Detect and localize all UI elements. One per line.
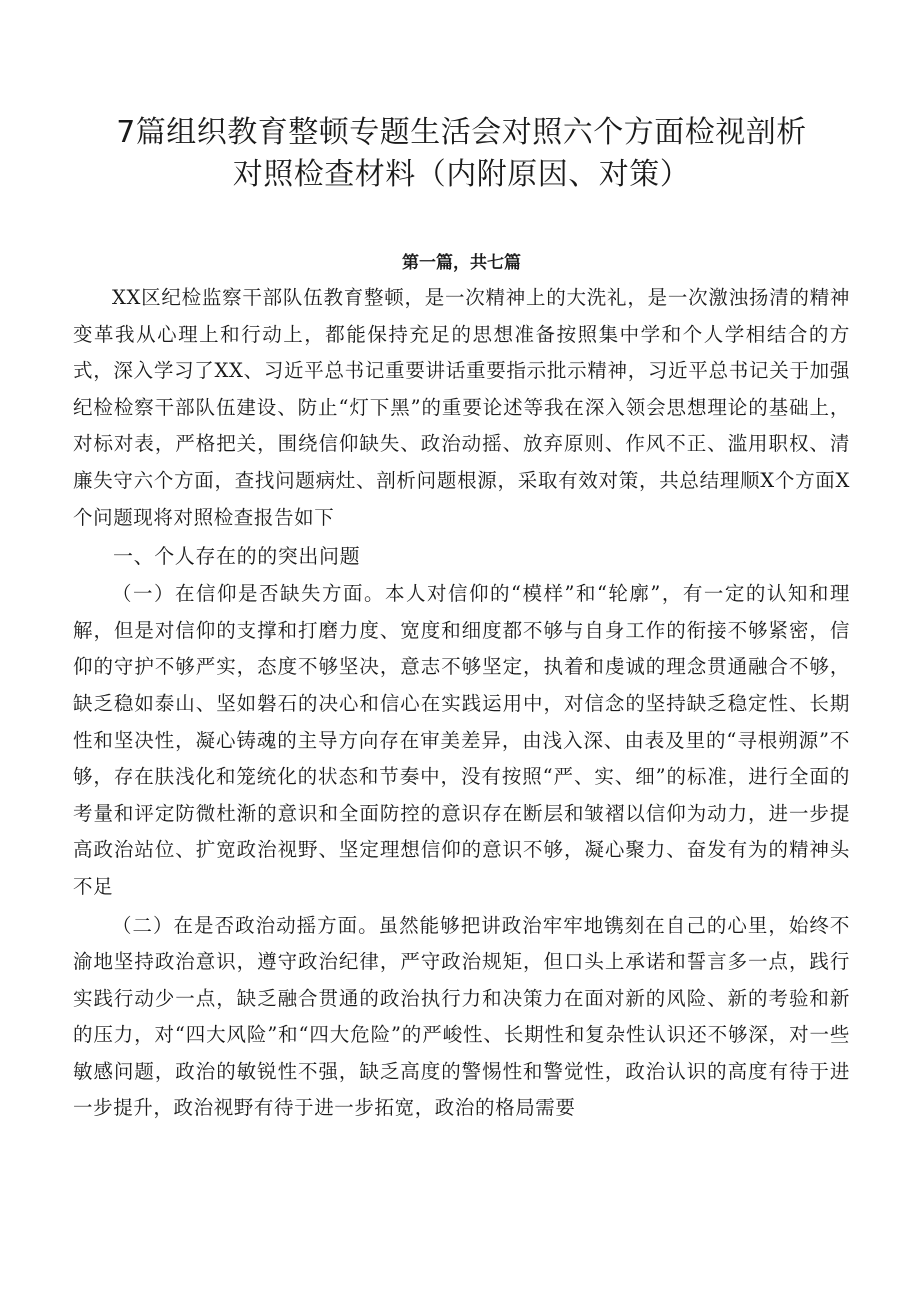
title-line-1: 7篇组织教育整顿专题生活会对照六个方面检视剖析 — [116, 115, 807, 150]
part-subtitle: 第一篇，共七篇 — [402, 253, 521, 273]
intro-paragraph: XX区纪检监察干部队伍教育整顿，是一次精神上的大洗礼，是一次激浊扬清的精神变革我从心理上和行动上，都能保持充足的思想准备按照集中学和个人学相结合的方式，深入学习了XX、习近平总书记重要讲话重要指示批示精神，习近平总书记关于加强纪检检察干部队伍建设、防止“灯下黑”的重要论述等我在深入领会思想理论的基础上，对标对表，严格把关，围绕信仰缺失、政治动摇、放弃原则、作风不正、滥用职权、清廉失守六个方面，查找问题病灶、剖析问题根源，采取有效对策，共总结理顺X个方面X个问题现将对照检查报告如下 — [73, 286, 850, 529]
title-line-2: 对照检查材料（内附原因、对策） — [232, 157, 691, 192]
item-paragraph-2: （二）在是否政治动摇方面。虽然能够把讲政治牢牢地镌刻在自己的心里，始终不渝地坚持政治意识，遵守政治纪律，严守政治规矩，但口头上承诺和誓言多一点，践行实践行动少一点，缺乏融合贯通的政治执行力和决策力在面对新的风险、新的考验和新的压力，对“四大风险”和“四大危险”的严峻性、长期性和复杂性认识还不够深，对一些敏感问题，政治的敏锐性不强，缺乏高度的警惕性和警觉性，政治认识的高度有待于进一步提升，政治视野有待于进一步拓宽，政治的格局需要 — [73, 913, 850, 1120]
document-title — [73, 112, 850, 196]
item-paragraph-1: （一）在信仰是否缺失方面。本人对信仰的“模样”和“轮廓”，有一定的认知和理解，但是对信仰的支撑和打磨力度、宽度和细度都不够与自身工作的衔接不够紧密，信仰的守护不够严实，态度不够坚决，意志不够坚定，执着和虔诚的理念贯通融合不够，缺乏稳如泰山、坚如磐石的决心和信心在实践运用中，对信念的坚持缺乏稳定性、长期性和坚决性，凝心铸魂的主导方向存在审美差异，由浅入深、由表及里的“寻根朔源”不够，存在肤浅化和笼统化的状态和节奏中，没有按照“严、实、细”的标准，进行全面的考量和评定防微杜渐的意识和全面防控的意识存在断层和皱褶以信仰为动力，进一步提高政治站位、扩宽政治视野、坚定理想信仰的意识不够，凝心聚力、奋发有为的精神头不足 — [73, 582, 850, 898]
section-heading-1: 一、个人存在的的突出问题 — [113, 544, 361, 569]
